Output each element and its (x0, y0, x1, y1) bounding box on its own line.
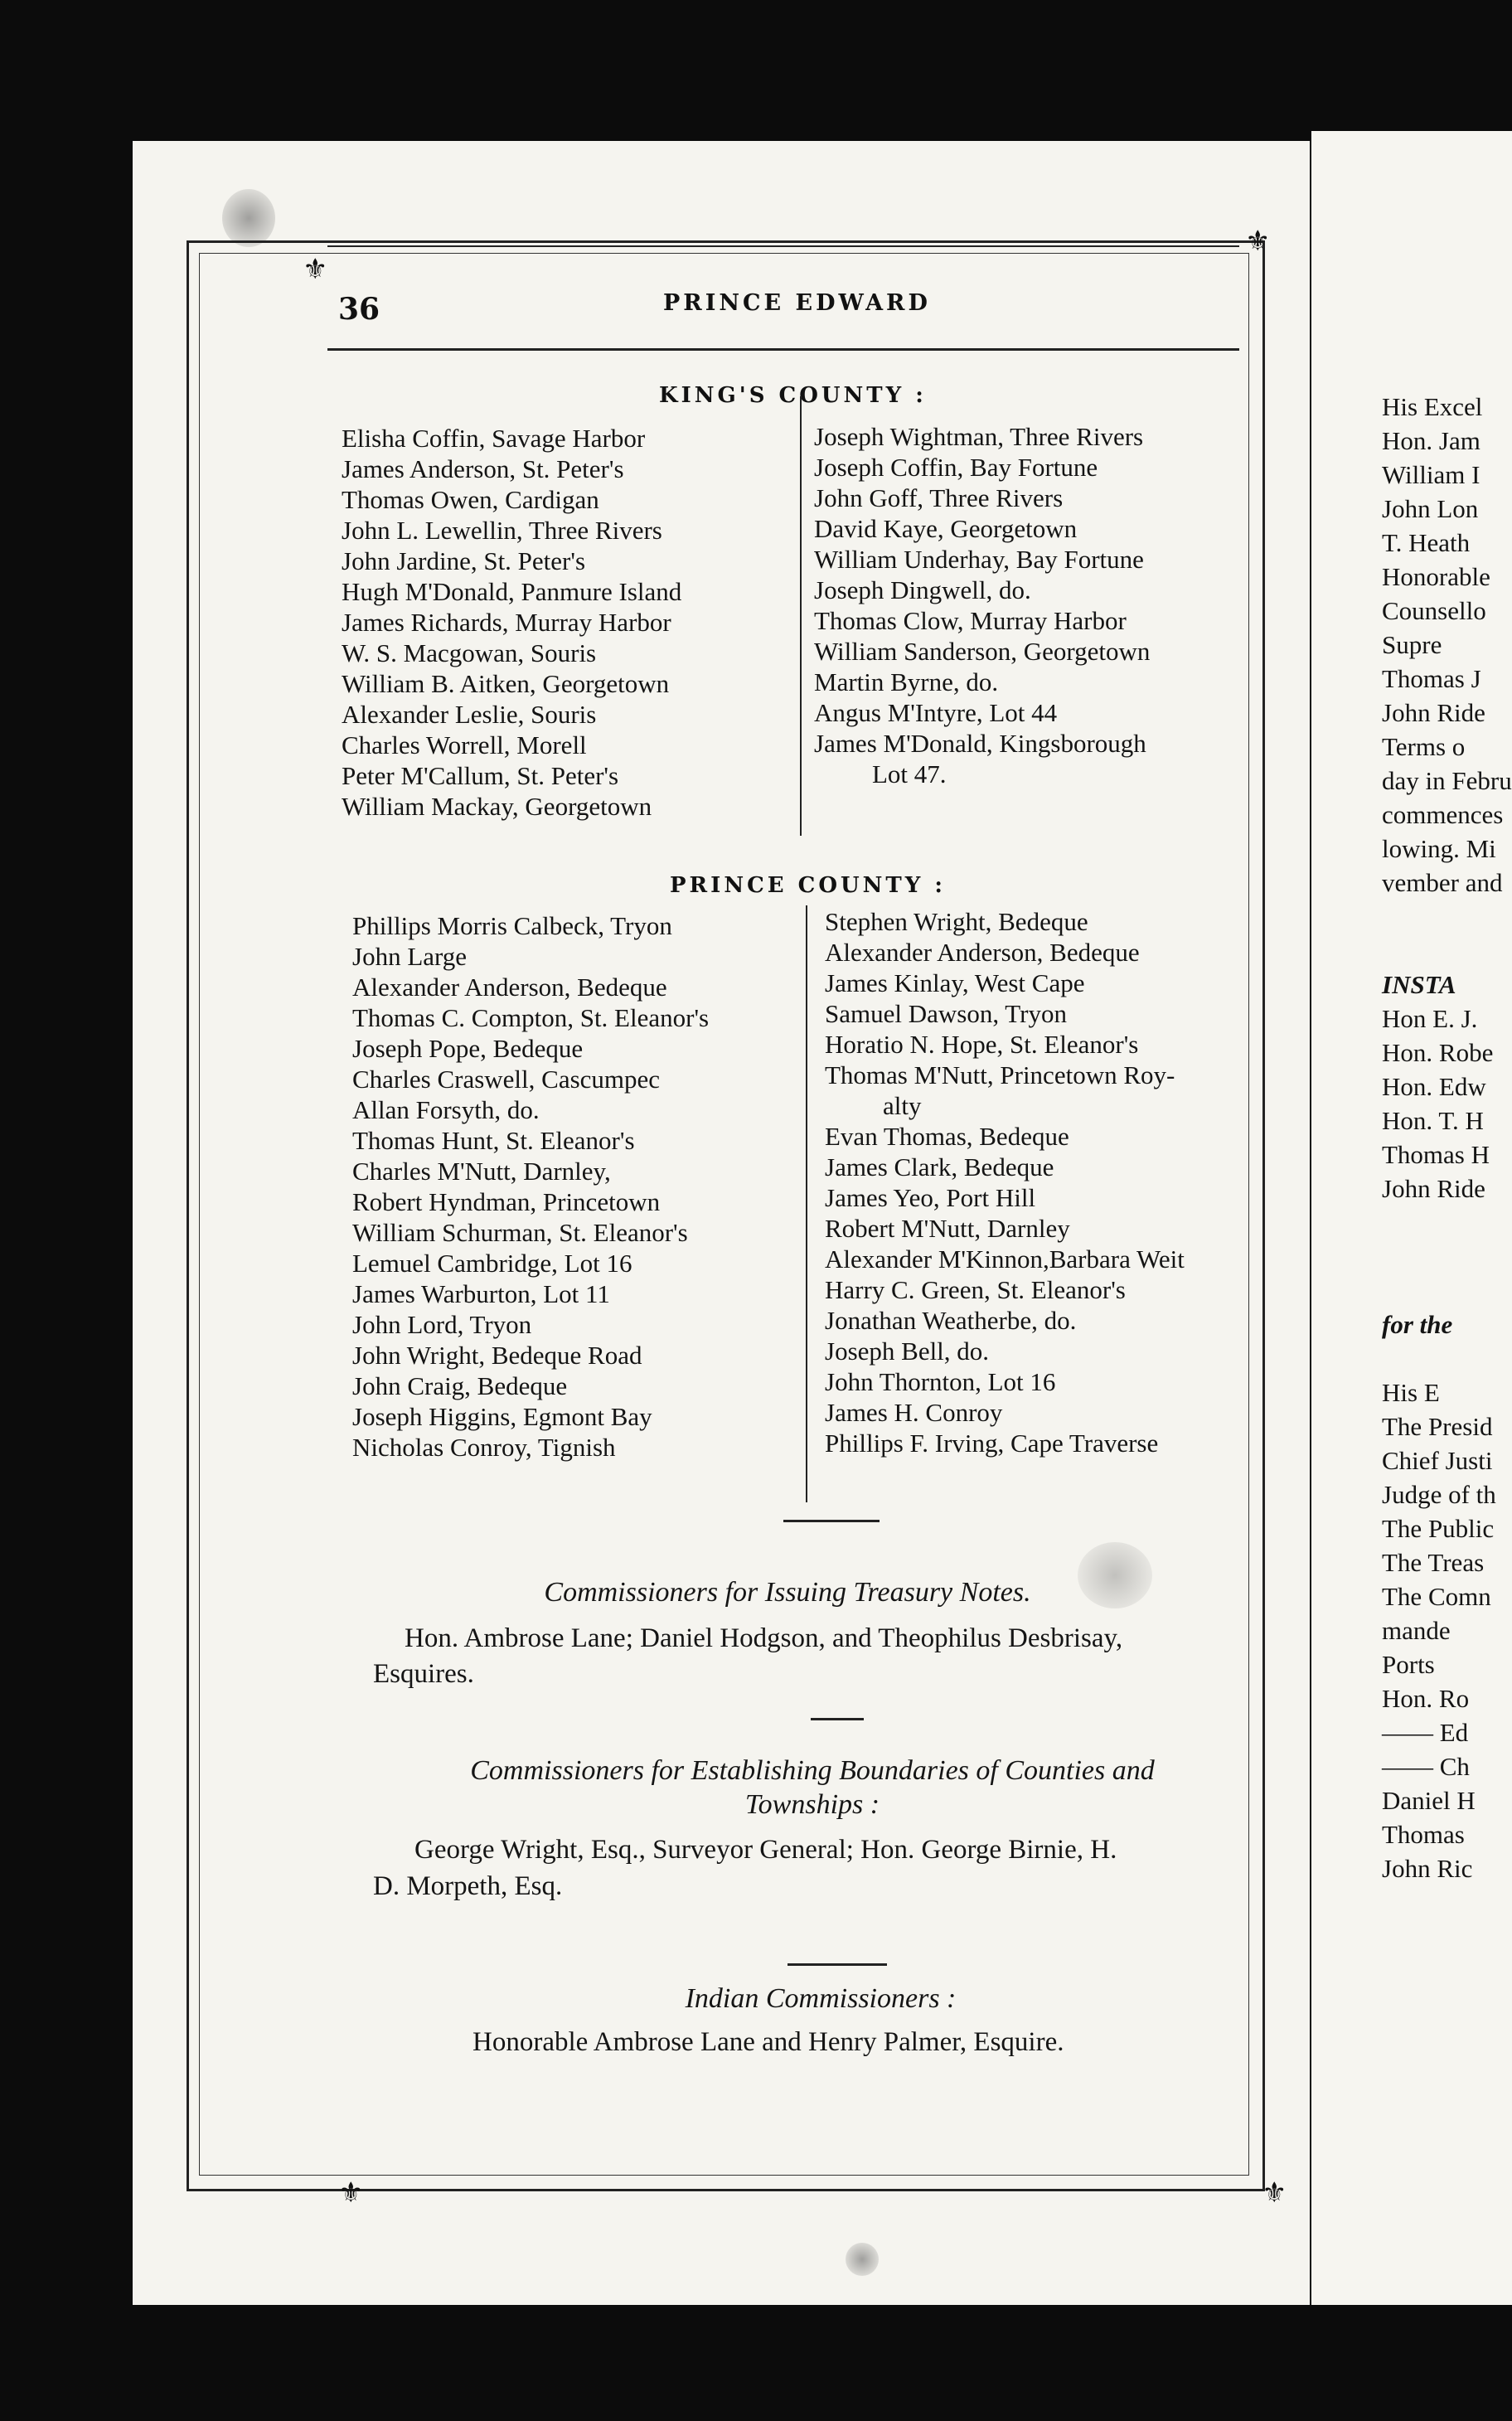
facing-page-line: for the (1382, 1310, 1453, 1339)
corner-ornament-icon: ⚜ (303, 253, 328, 286)
commissioner-entry: Joseph Coffin, Bay Fortune (814, 453, 1098, 482)
facing-page-line: The Treas (1382, 1548, 1485, 1577)
column-divider (806, 905, 807, 1502)
commissioner-entry: Horatio N. Hope, St. Eleanor's (825, 1030, 1139, 1059)
commissioner-entry: Thomas M'Nutt, Princetown Roy- (825, 1060, 1175, 1089)
commissioner-entry: William B. Aitken, Georgetown (342, 669, 670, 698)
commissioner-entry: John L. Lewellin, Three Rivers (342, 516, 662, 545)
facing-page-line: The Presid (1382, 1412, 1493, 1441)
facing-page-line: John Ric (1382, 1854, 1473, 1883)
commissioner-entry: John Craig, Bedeque (352, 1371, 568, 1400)
facing-page-line: The Public (1382, 1514, 1495, 1543)
commissioner-entry: David Kaye, Georgetown (814, 514, 1078, 543)
commissioner-entry: James Warburton, Lot 11 (352, 1279, 610, 1308)
facing-page-line: Ports (1382, 1650, 1435, 1679)
commissioner-entry: John Large (352, 942, 468, 971)
column-divider (800, 396, 802, 836)
commissioner-entry: Jonathan Weatherbe, do. (825, 1306, 1077, 1335)
commissioner-entry: Thomas Hunt, St. Eleanor's (352, 1126, 635, 1155)
top-rule (327, 245, 1239, 247)
facing-page-line: Daniel H (1382, 1786, 1476, 1815)
corner-ornament-icon: ⚜ (1262, 2176, 1287, 2210)
ink-smudge (222, 189, 275, 247)
commissioner-entry: James Richards, Murray Harbor (342, 608, 671, 637)
treasury-names-line1: Hon. Ambrose Lane; Daniel Hodgson, and Theophilus Desbrisay, (405, 1623, 1123, 1653)
commissioner-entry: John Goff, Three Rivers (814, 483, 1064, 512)
facing-page-line: T. Heath (1382, 528, 1471, 557)
commissioner-entry: Angus M'Intyre, Lot 44 (814, 698, 1058, 727)
facing-page-line: —— Ch (1382, 1752, 1470, 1781)
boundaries-names-line1: George Wright, Esq., Surveyor General; Hon. George Birnie, H. (414, 1835, 1117, 1865)
commissioner-entry: Elisha Coffin, Savage Harbor (342, 424, 646, 453)
facing-page-line: Hon. T. H (1382, 1106, 1484, 1135)
commissioner-entry: Lemuel Cambridge, Lot 16 (352, 1249, 632, 1278)
facing-page-line: Hon. Edw (1382, 1072, 1486, 1101)
prince-county-right-column (825, 906, 1185, 1458)
commissioner-entry: John Jardine, St. Peter's (342, 546, 586, 575)
running-title: PRINCE EDWARD (663, 290, 931, 316)
facing-page-line: lowing. Mi (1382, 834, 1496, 863)
commissioner-entry: Charles Craswell, Cascumpec (352, 1065, 661, 1094)
commissioner-entry: Alexander Anderson, Bedeque (825, 938, 1140, 967)
commissioner-entry: Alexander M'Kinnon,Barbara Weit (825, 1244, 1185, 1274)
facing-page-line: His Excel (1382, 392, 1483, 421)
facing-page-line: Thomas (1382, 1820, 1465, 1849)
commissioner-entry: Charles M'Nutt, Darnley, (352, 1157, 611, 1186)
facing-page-line: His E (1382, 1378, 1440, 1407)
commissioner-entry: Robert M'Nutt, Darnley (825, 1214, 1070, 1243)
facing-page-line: Thomas J (1382, 664, 1481, 693)
commissioner-entry: John Thornton, Lot 16 (825, 1367, 1056, 1396)
facing-page-line: vember and (1382, 868, 1503, 897)
facing-page-line: John Ride (1382, 1174, 1485, 1203)
facing-page-line: William I (1382, 460, 1480, 489)
facing-page-line: John Ride (1382, 698, 1485, 727)
commissioner-entry: James Kinlay, West Cape (825, 968, 1085, 997)
commissioner-entry: Alexander Leslie, Souris (342, 700, 597, 729)
commissioner-entry: Evan Thomas, Bedeque (825, 1122, 1069, 1151)
commissioner-entry: Joseph Dingwell, do. (814, 575, 1031, 604)
treasury-heading: Commissioners for Issuing Treasury Notes. (544, 1577, 1031, 1608)
boundaries-names-line2: D. Morpeth, Esq. (373, 1871, 563, 1901)
commissioner-entry: Hugh M'Donald, Panmure Island (342, 577, 682, 606)
commissioner-entry: Lot 47. (872, 759, 947, 788)
commissioner-entry: W. S. Macgowan, Souris (342, 638, 597, 667)
commissioner-entry: John Wright, Bedeque Road (352, 1341, 642, 1370)
facing-page-line: Thomas H (1382, 1140, 1490, 1169)
facing-page-line: mande (1382, 1616, 1451, 1645)
prince-county-left-column (352, 910, 709, 1463)
header-rule (327, 348, 1239, 351)
commissioner-entry: Thomas Clow, Murray Harbor (814, 606, 1127, 635)
indian-heading: Indian Commissioners : (685, 1983, 957, 2014)
indian-names: Honorable Ambrose Lane and Henry Palmer, Esquire. (472, 2027, 1064, 2057)
ink-smudge (846, 2243, 879, 2276)
facing-page-line: day in Febru (1382, 766, 1512, 795)
section-divider (811, 1718, 864, 1720)
commissioner-entry: James Clark, Bedeque (825, 1152, 1054, 1181)
commissioner-entry: Charles Worrell, Morell (342, 730, 587, 759)
facing-page-line: Hon E. J. (1382, 1004, 1478, 1033)
commissioner-entry: Thomas Owen, Cardigan (342, 485, 599, 514)
facing-page-line: —— Ed (1382, 1718, 1469, 1747)
commissioner-entry: Joseph Pope, Bedeque (352, 1034, 584, 1063)
commissioner-entry: Robert Hyndman, Princetown (352, 1187, 661, 1216)
commissioner-entry: William Underhay, Bay Fortune (814, 545, 1144, 574)
facing-page-line: Supre (1382, 630, 1442, 659)
facing-page-line: Chief Justi (1382, 1446, 1493, 1475)
facing-page-line: The Comn (1382, 1582, 1491, 1611)
commissioner-entry: James M'Donald, Kingsborough (814, 729, 1146, 758)
commissioner-entry: Thomas C. Compton, St. Eleanor's (352, 1003, 710, 1032)
boundaries-heading-line2: Townships : (744, 1789, 880, 1820)
commissioner-entry: Nicholas Conroy, Tignish (352, 1433, 616, 1462)
commissioner-entry: Joseph Higgins, Egmont Bay (352, 1402, 652, 1431)
commissioner-entry: Alexander Anderson, Bedeque (352, 973, 667, 1002)
commissioner-entry: Allan Forsyth, do. (352, 1095, 540, 1124)
facing-page-line: Hon. Ro (1382, 1684, 1470, 1713)
kings-county-right-column (814, 421, 1150, 789)
commissioner-entry: alty (883, 1091, 922, 1120)
commissioner-entry: Samuel Dawson, Tryon (825, 999, 1067, 1028)
treasury-names-line2: Esquires. (373, 1659, 474, 1689)
boundaries-heading-line1: Commissioners for Establishing Boundaries of Counties and (470, 1755, 1155, 1786)
facing-page-line: commences (1382, 800, 1504, 829)
page-number: 36 (338, 292, 380, 327)
commissioner-entry: William Schurman, St. Eleanor's (352, 1218, 688, 1247)
commissioner-entry: James H. Conroy (825, 1398, 1003, 1427)
commissioner-entry: James Anderson, St. Peter's (342, 454, 624, 483)
facing-page-line: Judge of th (1382, 1480, 1496, 1509)
commissioner-entry: William Mackay, Georgetown (342, 792, 652, 821)
facing-page-line: Honorable (1382, 562, 1490, 591)
commissioner-entry: Phillips F. Irving, Cape Traverse (825, 1429, 1159, 1458)
facing-page (1311, 131, 1512, 2305)
facing-page-line: Terms o (1382, 732, 1466, 761)
commissioner-entry: James Yeo, Port Hill (825, 1183, 1036, 1212)
commissioner-entry: Harry C. Green, St. Eleanor's (825, 1275, 1126, 1304)
corner-ornament-icon: ⚜ (338, 2176, 364, 2210)
corner-ornament-icon: ⚜ (1245, 225, 1271, 258)
commissioner-entry: Peter M'Callum, St. Peter's (342, 761, 619, 790)
facing-page-line: Hon. Jam (1382, 426, 1480, 455)
facing-page-line: INSTA (1382, 970, 1456, 999)
commissioner-entry: William Sanderson, Georgetown (814, 637, 1151, 666)
commissioner-entry: Joseph Bell, do. (825, 1337, 990, 1366)
kings-county-left-column (342, 423, 681, 822)
commissioner-entry: Phillips Morris Calbeck, Tryon (352, 911, 672, 940)
facing-page-line: Counsello (1382, 596, 1486, 625)
section-divider (783, 1520, 880, 1522)
commissioner-entry: Stephen Wright, Bedeque (825, 907, 1088, 936)
section-divider (788, 1963, 887, 1966)
commissioner-entry: Martin Byrne, do. (814, 667, 999, 696)
commissioner-entry: Joseph Wightman, Three Rivers (814, 422, 1144, 451)
prince-county-heading: PRINCE COUNTY : (670, 873, 946, 898)
commissioner-entry: John Lord, Tryon (352, 1310, 532, 1339)
kings-county-heading: KING'S COUNTY : (659, 383, 927, 408)
facing-page-line: John Lon (1382, 494, 1479, 523)
facing-page-line: Hon. Robe (1382, 1038, 1494, 1067)
